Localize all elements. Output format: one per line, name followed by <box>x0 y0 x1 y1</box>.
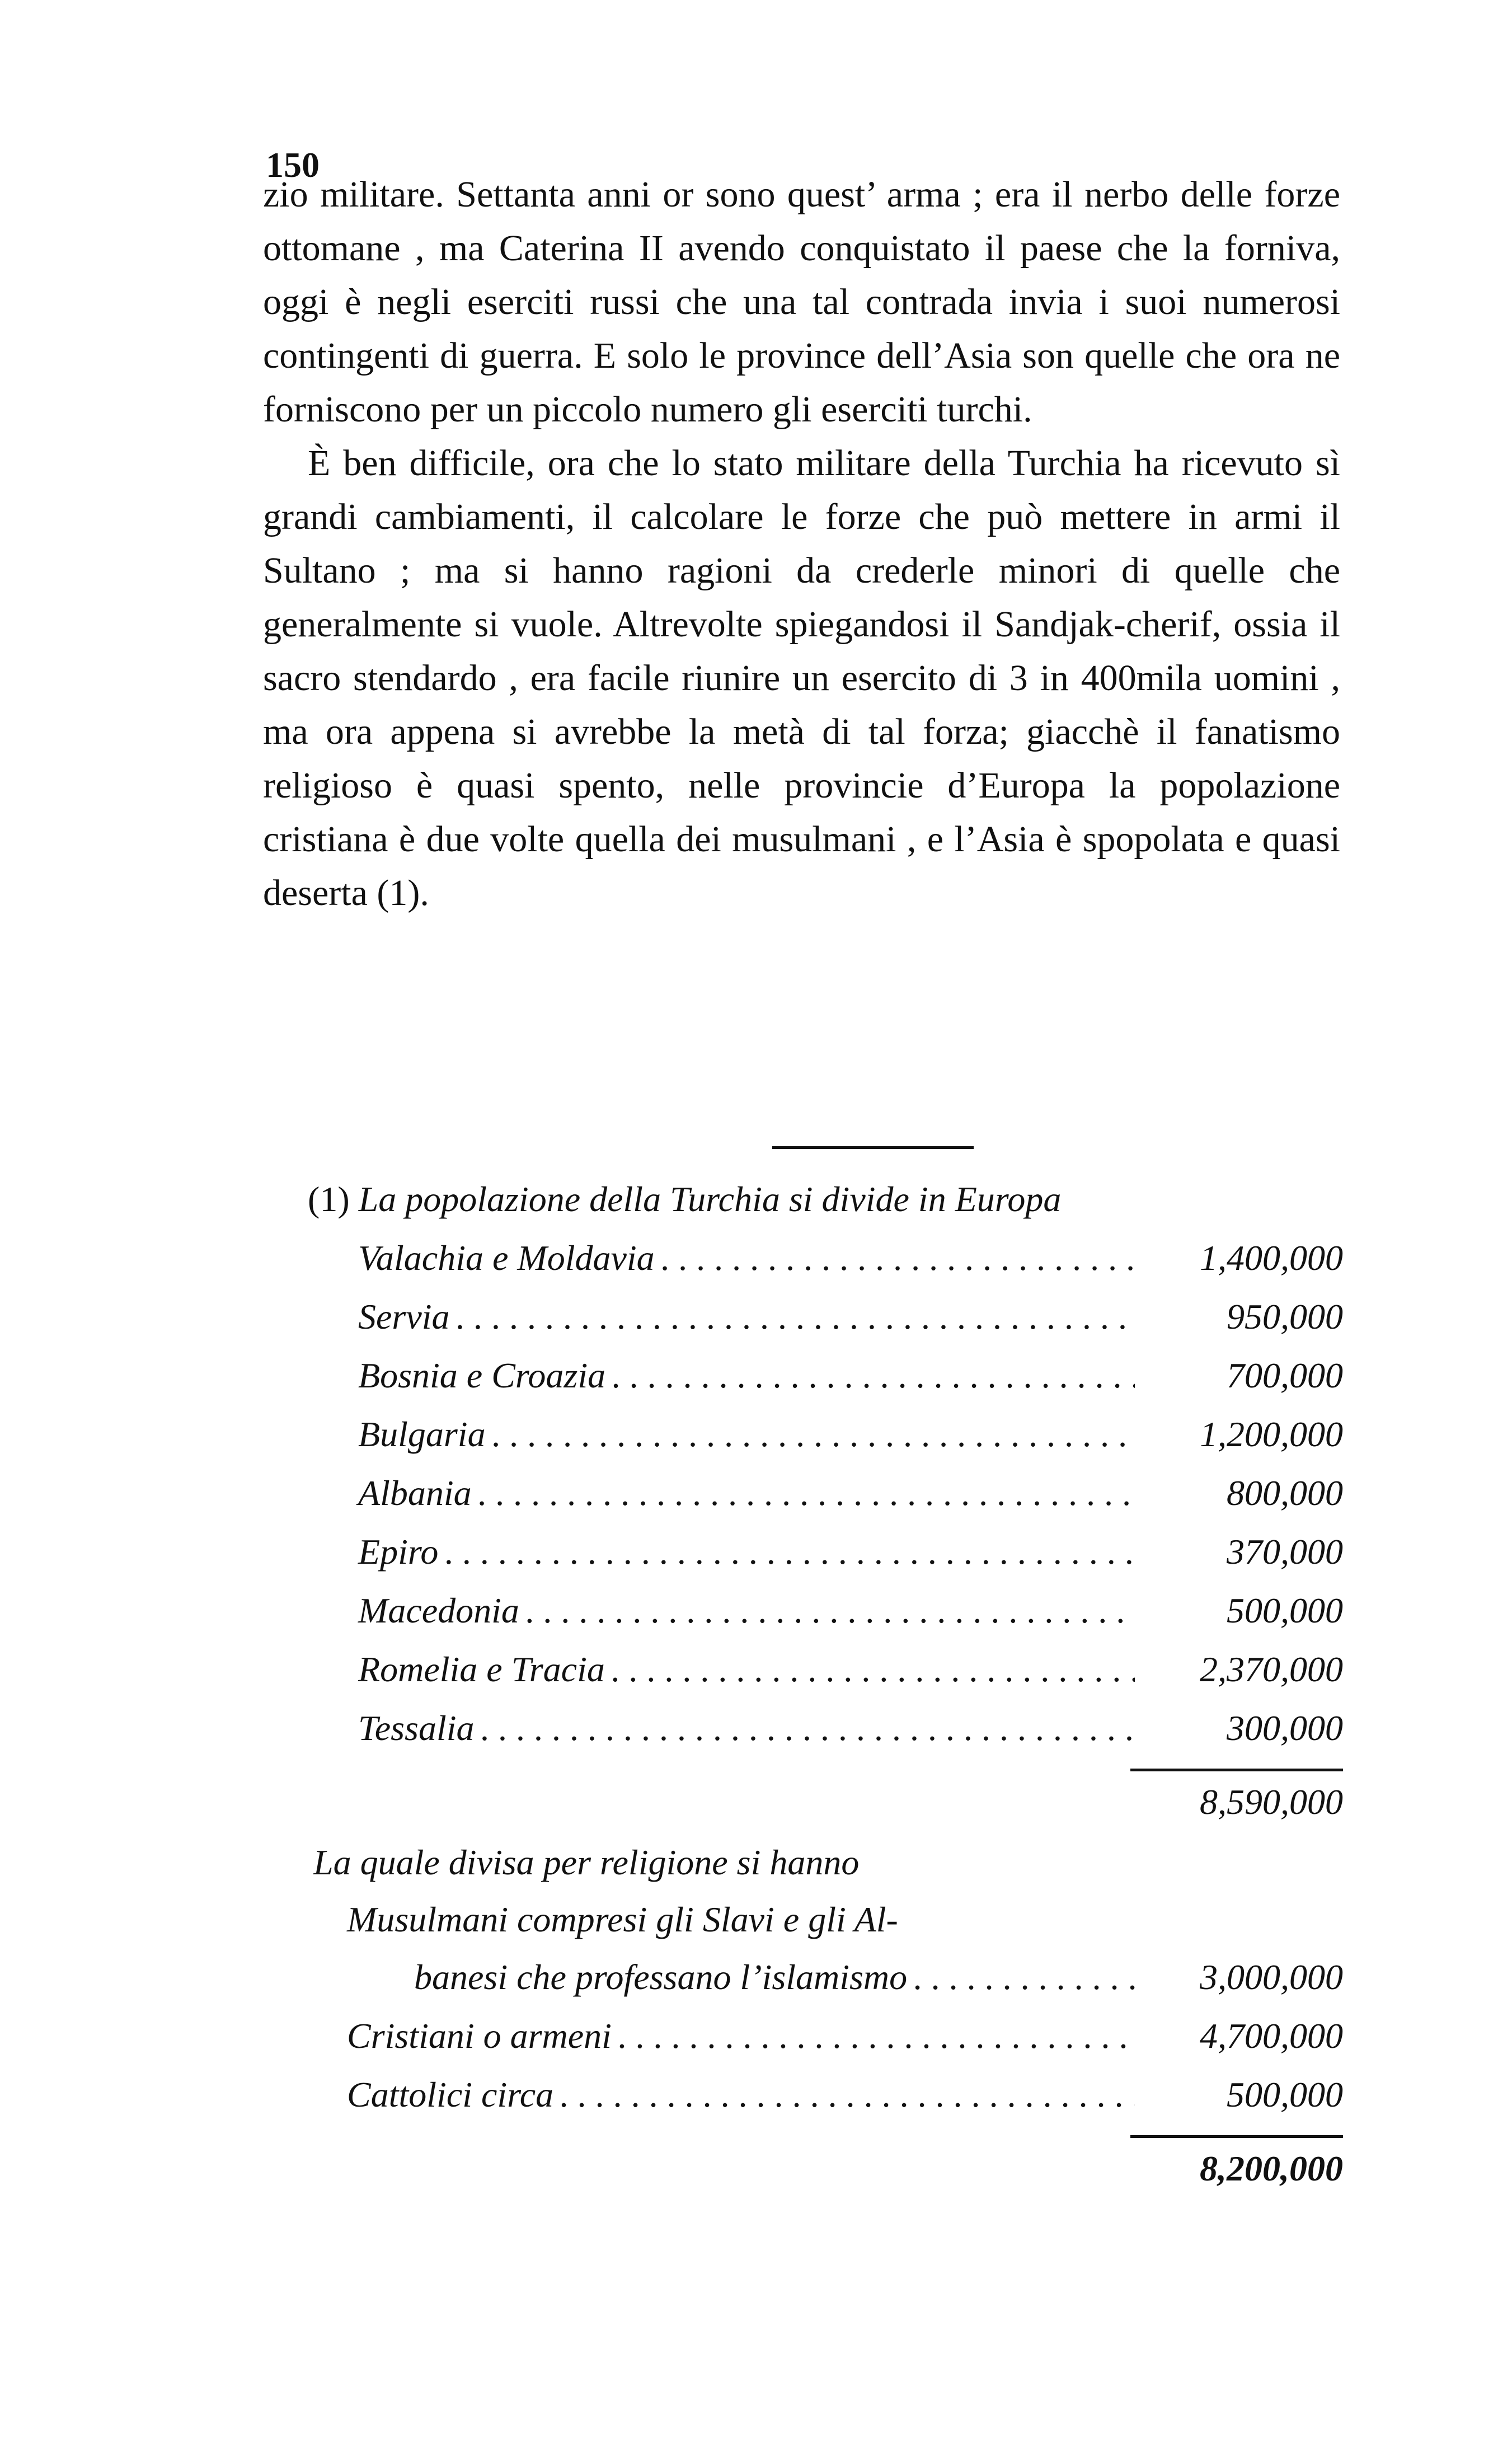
table-row <box>358 1699 1343 1757</box>
religion-name: Musulmani compresi gli Slavi e gli Al- <box>347 1900 898 1939</box>
region-name: Albania <box>358 1473 472 1513</box>
table-row <box>414 1948 1343 2006</box>
region-name: Macedonia <box>358 1591 519 1630</box>
table-row <box>358 1581 1343 1640</box>
leader-dots <box>560 2065 1135 2124</box>
paragraph-1: zio militare. Settanta anni or sono quest’ arma ; era il nerbo delle forze ottomane , ma Caterina II avendo conquistato il paese che la forniva, oggi è negli eserciti russi che una tal contrada invia i suoi numerosi contingenti di guerra. E solo le province dell’Asia son quelle che ora ne forniscono per un piccolo numero gli eserciti turchi. <box>263 174 1340 430</box>
religion-total: 8,200,000 <box>1200 2149 1343 2188</box>
table-row <box>358 1346 1343 1405</box>
leader-dots <box>914 1948 1135 2006</box>
region-value: 2,370,000 <box>1200 1649 1343 1689</box>
population-table <box>285 1228 1343 1757</box>
table-row <box>358 1287 1343 1346</box>
region-name: Romelia e Tracia <box>358 1649 605 1689</box>
leader-dots <box>492 1405 1135 1464</box>
population-total: 8,590,000 <box>1200 1782 1343 1822</box>
leader-dots <box>481 1699 1135 1757</box>
region-value: 950,000 <box>1227 1297 1343 1336</box>
religion-name: Cristiani o armeni <box>347 2016 612 2056</box>
religion-name: Cattolici circa <box>347 2075 554 2114</box>
leader-dots <box>457 1287 1135 1346</box>
region-value: 500,000 <box>1227 1591 1343 1630</box>
table-row <box>358 1640 1343 1699</box>
region-name: Epiro <box>358 1532 439 1572</box>
religion-table <box>285 1892 1343 2124</box>
region-value: 370,000 <box>1227 1532 1343 1572</box>
table-row <box>358 1405 1343 1464</box>
leader-dots <box>478 1464 1135 1522</box>
religion-value: 500,000 <box>1227 2075 1343 2114</box>
region-name: Bosnia e Croazia <box>358 1356 606 1395</box>
footnote-heading-text: La popolazione della Turchia si divide in Europa <box>358 1179 1062 1219</box>
religion-value: 4,700,000 <box>1200 2016 1343 2056</box>
region-name: Valachia e Moldavia <box>358 1238 655 1278</box>
footnote-mark: (1) <box>308 1179 350 1219</box>
region-name: Tessalia <box>358 1708 475 1748</box>
religion-name-continued: banesi che professano l’islamismo <box>414 1957 908 1997</box>
table-row <box>358 1464 1343 1522</box>
table-row <box>358 1228 1343 1287</box>
footnote-separator <box>772 1146 974 1149</box>
region-value: 300,000 <box>1227 1708 1343 1748</box>
leader-dots <box>445 1522 1135 1581</box>
footnote <box>285 1170 1343 2200</box>
leader-dots <box>612 1640 1135 1699</box>
table-row <box>347 2006 1343 2065</box>
region-name: Servia <box>358 1297 450 1336</box>
table-row <box>347 2065 1343 2124</box>
region-name: Bulgaria <box>358 1414 486 1454</box>
religion-value: 3,000,000 <box>1200 1957 1343 1997</box>
leader-dots <box>661 1228 1135 1287</box>
table-row <box>347 1892 1343 1948</box>
leader-dots <box>612 1346 1135 1405</box>
table-row <box>358 1522 1343 1581</box>
region-value: 800,000 <box>1227 1473 1343 1513</box>
main-text <box>263 168 1340 920</box>
leader-dots <box>526 1581 1135 1640</box>
page-number: 150 <box>266 145 320 185</box>
paragraph-2: È ben difficile, ora che lo stato militare della Turchia ha ricevuto sì grandi cambiamenti, il calcolare le forze che può mettere in armi il Sultano ; ma si hanno ragioni da crederle minori di quelle che generalmente si vuole. Altrevolte spiegandosi il Sandjak-cherif, ossia il sacro stendardo , era facile riunire un esercito di 3 in 400mila uomini , ma ora appena si avrebbe la metà di tal forza; giacchè il fanatismo religioso è quasi spento, nelle provincie d’Europa la popolazione cristiana è due volte quella dei musulmani , e l’Asia è spopolata e quasi deserta (1). <box>263 443 1340 913</box>
footnote-heading <box>308 1170 1343 1228</box>
religion-intro: La quale divisa per religione si hanno <box>313 1842 860 1882</box>
region-value: 700,000 <box>1227 1356 1343 1395</box>
region-value: 1,400,000 <box>1200 1238 1343 1278</box>
leader-dots <box>618 2006 1135 2065</box>
region-value: 1,200,000 <box>1200 1414 1343 1454</box>
